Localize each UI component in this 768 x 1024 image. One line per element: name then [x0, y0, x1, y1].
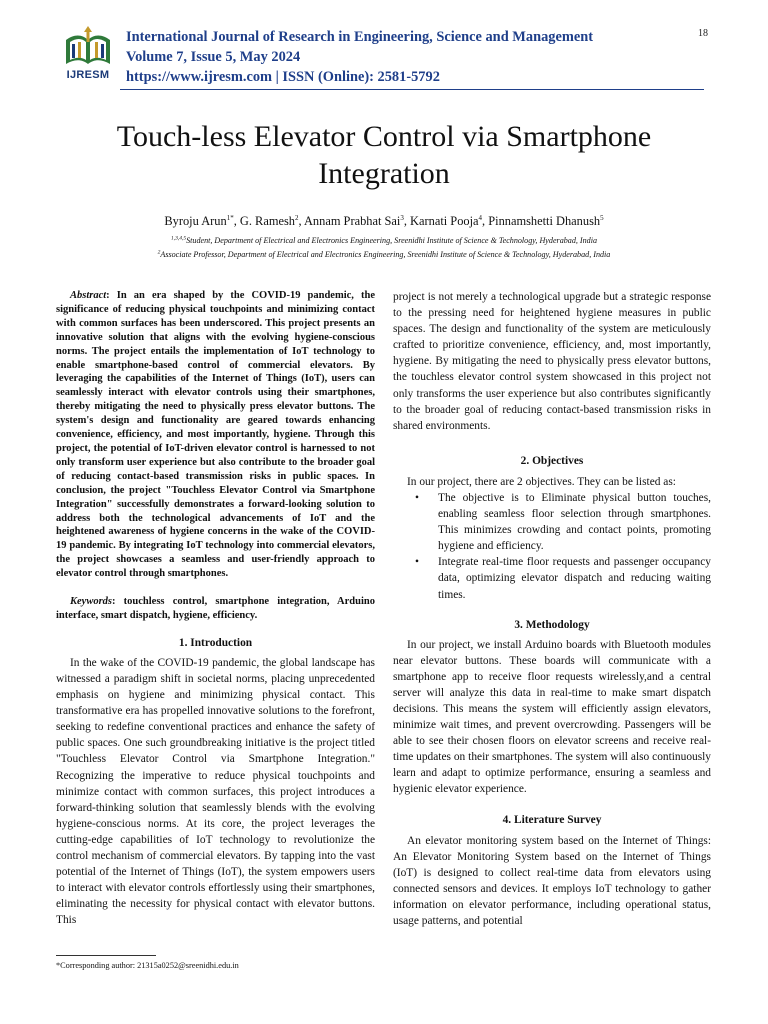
abstract-text: : In an era shaped by the COVID-19 pandemic, the significance of reducing physical touchpoints and minimizing contact with common surfaces has been underscored. This project presents an innovative solution that aligns with the evolving hygiene-conscious norms. The project entails the implementation of IoT technology to enable smartphone-based control of commercial elevators. By leveraging the capabilities of the Internet of Things (IoT), users can seamlessly interact with elevator controls using their smartphones, thereby mitigating the need to physically press elevator buttons. The system's design and functionality are geared towards enhancing convenience, efficiency, and most importantly, hygiene. Through this project, the potential of IoT-driven elevator control is harnessed to not only transform user experience but also contribute to the broader goal of reducing contact-based transmission risks in public spaces. In conclusion, the project "Touchless Elevator Control via Smartphone Integration" successfully demonstrates a forward-looking solution to address both the technological advancements of IoT and the heightened awareness of hygiene concerns in the wake of the COVID-19 pandemic. By integrating IoT technology into commercial elevators, the project showcases a seamless and user-friendly approach to elevator control through smartphones. [56, 290, 375, 580]
literature-text: An elevator monitoring system based on the Internet of Things: An Elevator Monitoring System based on the Internet of Things (IoT) is designed to collect real-time data from elevators using connected sensors and devices. It employs IoT technology to gather information on elevator performance, including operational status, usage patterns, and potential [393, 834, 711, 927]
title-line-1: Touch-less Elevator Control via Smartphone [116, 120, 652, 153]
keywords-label: Keywords [70, 596, 112, 608]
author-name: Pinnamshetti Dhanush [488, 214, 601, 228]
left-column [56, 289, 375, 928]
paper-title [0, 118, 768, 192]
right-column [393, 289, 711, 929]
author-separator: , [403, 214, 411, 228]
literature-heading: 4. Literature Survey [502, 813, 602, 826]
objective-text: The objective is to Eliminate physical button touches, enabling seamless floor selection through smartphones. This minimizes crowding and contact points, promoting hygiene and efficiency. [438, 491, 711, 553]
footnote-rule [56, 955, 156, 956]
author-sup: 5 [600, 213, 604, 222]
author-sup: 1* [226, 213, 234, 222]
keywords [56, 595, 375, 623]
objective-text: Integrate real-time floor requests and passenger occupancy data, optimizing elevator dispatch and reducing waiting times. [438, 556, 711, 601]
open-book-logo-icon [60, 26, 116, 70]
journal-url[interactable]: https://www.ijresm.com | ISSN (Online): 2581-5792 [126, 69, 440, 85]
affiliation-sup: 2 [157, 249, 161, 256]
author-name: Byroju Arun [164, 214, 227, 228]
author-name: G. Ramesh [239, 214, 295, 228]
affiliation-text: Student, Department of Electrical and Electronics Engineering, Sreenidhi Institute of Science & Technology, Hyderabad, India [186, 236, 598, 245]
journal-name: International Journal of Research in Engineering, Science and Management [126, 29, 594, 45]
objectives-list [393, 490, 711, 603]
objectives-heading: 2. Objectives [520, 454, 584, 467]
journal-header [0, 0, 768, 92]
methodology-text: In our project, we install Arduino boards with Bluetooth modules near elevator buttons. These boards will communicate with a smartphone app to receive floor requests wirelessly,and a central server will analyze this data in real-time to make smart dispatch decisions. This means the system will efficiently assign elevators, minimize wait times, and prevent overcrowding. Passengers will be able to see their chosen floors on elevator screens and receive real-time updates on their smartphones. The system will also continuously learn and adapt to optimize performance, ensuring a seamless and hygienic elevator experience. [393, 638, 711, 796]
list-item [393, 490, 711, 554]
author-sup: 4 [478, 213, 483, 222]
methodology-heading: 3. Methodology [514, 618, 590, 631]
author-separator: , [482, 214, 489, 228]
bullet-icon: • [415, 491, 419, 504]
page-number: 18 [698, 28, 708, 39]
footnote: *Corresponding author: 21315a0252@sreenidhi.edu.in [56, 961, 239, 970]
abstract-label: Abstract [70, 290, 107, 301]
author-separator: , [298, 214, 304, 228]
author-name: Karnati Pooja [410, 214, 479, 228]
journal-info [126, 27, 593, 87]
journal-volume: Volume 7, Issue 5, May 2024 [126, 49, 301, 65]
author-sup: 2 [294, 213, 299, 222]
title-line-2: Integration [318, 157, 450, 190]
header-rule [120, 89, 704, 90]
author-separator: , [233, 214, 240, 228]
affiliation-2 [0, 250, 768, 259]
introduction-text: In the wake of the COVID-19 pandemic, the global landscape has witnessed a paradigm shift in societal norms, placing unprecedented emphasis on hygiene and minimizing physical contact. This transformative era has propelled innovative solutions to the forefront, seeking to redefine conventional practices and enhance the safety of public spaces. One such groundbreaking initiative is the project titled "Touchless Elevator Control via Smartphone Integration." Recognizing the imperative to reduce physical touchpoints and minimize contact with common surfaces, this project introduces a forward-thinking solution that seamlessly blends with the evolving hygiene-conscious norms. At its core, the project leverages the cutting-edge capabilities of IoT technology to revolutionize the control mechanism of commercial elevators. By tapping into the vast potential of the Internet of Things (IoT), the system empowers users to interact with elevator controls effortlessly using their smartphones, eliminating the necessity for physical contact with elevator buttons. This [56, 656, 375, 927]
keywords-text: : touchless control, smartphone integration, Arduino interface, smart dispatch, hygiene, efficiency. [56, 596, 375, 621]
objectives-intro: In our project, there are 2 objectives. They can be listed as: [407, 475, 676, 488]
journal-logo [60, 26, 116, 90]
introduction-continuation: project is not merely a technological upgrade but a strategic response to the pressing need for heightened hygiene measures in public spaces. The design and functionality of the system are meticulously crafted to prioritize convenience, efficiency, and, most importantly, hygiene. By mitigating the need to physically press elevator buttons, the touchless elevator control system showcased in this project not only transforms the user experience but also contributes significantly to the broader goal of reducing contact-based transmission risks in shared environments. [393, 291, 711, 432]
abstract [56, 289, 375, 581]
author-sup: 3 [400, 213, 404, 222]
logo-text: IJRESM [66, 69, 110, 81]
bullet-icon: • [415, 556, 419, 569]
introduction-heading: 1. Introduction [178, 636, 253, 649]
affiliation-sup: 1,3,4,5 [170, 235, 187, 242]
affiliation-text: Associate Professor, Department of Electrical and Electronics Engineering, Sreenidhi Institute of Science & Technology, Hyderabad, India [160, 250, 611, 259]
author-list [0, 214, 768, 229]
list-item [393, 554, 711, 602]
author-name: Annam Prabhat Sai [303, 214, 401, 228]
affiliation-1 [0, 236, 768, 245]
